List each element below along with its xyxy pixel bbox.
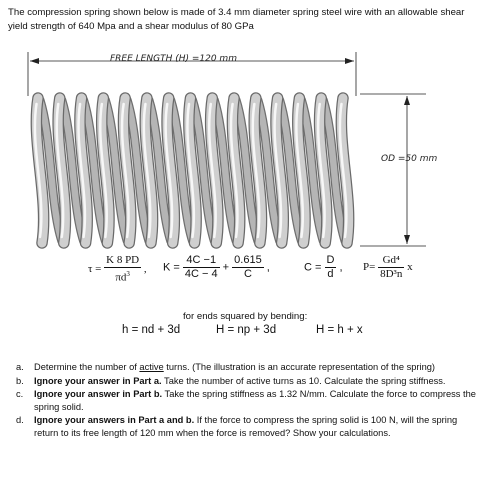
squared-ends-label: for ends squared by bending: (183, 311, 308, 322)
tau-lhs: τ = (88, 262, 102, 275)
p-numerator: Gd⁴ (378, 254, 404, 268)
question-text: Determine the number of (34, 362, 140, 372)
question-letter: d. (16, 415, 24, 426)
question-emphasis: Ignore your answer in Part a. (34, 375, 162, 386)
question-text: turns. (The illustration is an accurate representation of the spring) (163, 362, 436, 372)
wahl-factor-formula (163, 254, 270, 281)
outer-diameter-dimension (360, 94, 426, 246)
k-fraction1-denominator: 4C − 4 (184, 268, 218, 280)
tau-numerator: K 8 PD (106, 254, 140, 266)
separator-comma: , (143, 262, 147, 275)
p-lhs: P= (363, 261, 376, 274)
problem-statement: The compression spring shown below is made of 3.4 mm diameter spring steel wire with an allowable shear yield strength of 640 Mpa and a shear modulus of 80 GPa (8, 7, 465, 32)
shear-stress-formula (88, 254, 147, 285)
question-list (16, 361, 478, 441)
free-length-label: FREE LENGTH (H) =120 mm (110, 54, 237, 64)
tau-denominator: πd (115, 271, 127, 284)
c-numerator: D (326, 254, 335, 266)
question-d (16, 414, 478, 439)
k-fraction2-numerator: 0.615 (234, 254, 262, 266)
k-fraction2-denominator: C (243, 268, 252, 280)
question-letter: b. (16, 375, 24, 386)
question-text: Take the number of active turns as 10. Calculate the spring stiffness. (161, 375, 446, 386)
k-fraction1-numerator: 4C −1 (183, 254, 220, 268)
solid-height-equation: h = nd + 3d (122, 324, 181, 336)
k-lhs: K = (163, 261, 180, 274)
tau-exponent: 3 (126, 270, 130, 278)
spring-force-formula (363, 254, 413, 281)
question-emphasis: active (139, 362, 164, 372)
spring-coils (35, 98, 349, 243)
plus-sign: + (222, 261, 230, 274)
question-c (16, 388, 478, 413)
question-b (16, 375, 478, 388)
p-denominator: 8D³n (380, 268, 403, 280)
separator-comma: , (339, 261, 343, 274)
question-letter: c. (16, 389, 24, 400)
question-a (16, 361, 478, 374)
free-length-deflection-equation: H = h + x (316, 324, 363, 336)
separator-comma: , (266, 261, 270, 274)
spring-index-formula (304, 254, 343, 281)
question-emphasis: Ignore your answer in Part b. (34, 389, 163, 400)
question-text: Take the spring stiffness as 1.32 N/mm. Calculate the force to compress the spring solid. (34, 389, 476, 412)
question-text: If the force to compress the spring solid is 100 N, will the spring return to its free length of 120 mm when the force is removed? Show your calculations. (34, 415, 458, 438)
free-length-equation: H = np + 3d (216, 324, 277, 336)
question-letter: a. (16, 362, 24, 372)
question-emphasis: Ignore your answers in Part a and b. (34, 415, 195, 426)
outer-diameter-label: OD =50 mm (381, 154, 438, 164)
p-deflection: x (407, 261, 413, 274)
c-denominator: d (327, 268, 334, 280)
c-lhs: C = (304, 261, 322, 274)
